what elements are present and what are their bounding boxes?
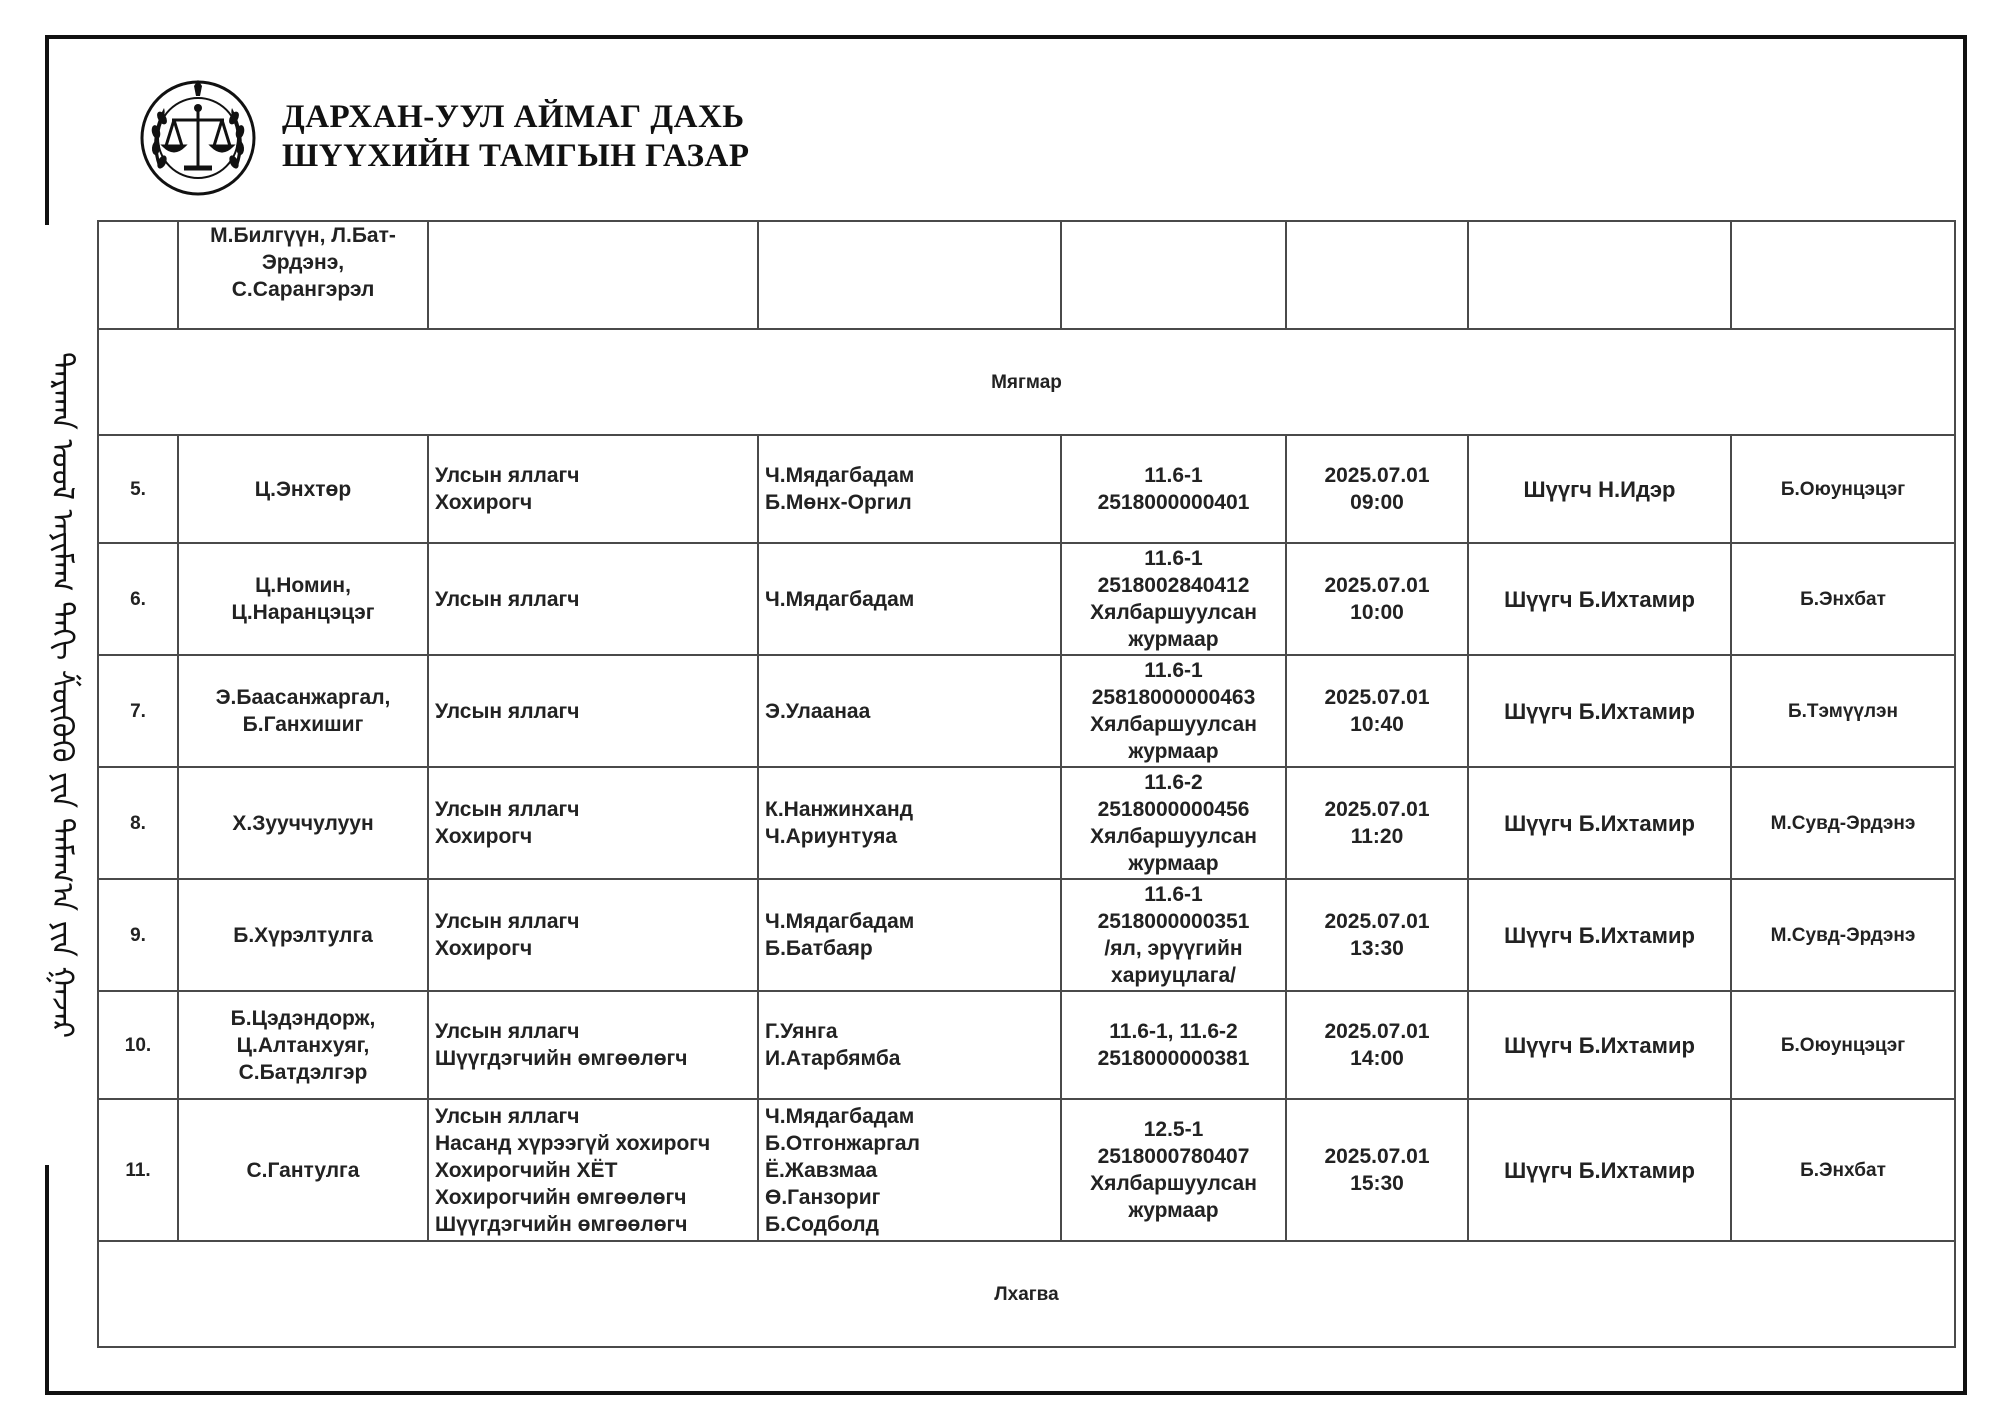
day-label: Мягмар [98, 329, 1955, 435]
cell-line: журмаар [1128, 628, 1219, 651]
cell-line: Э.Баасанжаргал, [215, 686, 391, 709]
cell-line: Ц.Наранцэцэг [231, 601, 375, 624]
cell-number: 6. [98, 543, 178, 655]
cell-line: Б.Ганхишиг [242, 713, 364, 736]
cell-defendant [178, 879, 428, 991]
cell-line: Шүүгдэгчийн өмгөөлөгч [435, 1047, 688, 1070]
table-row [98, 543, 1955, 655]
cell-line: Ц.Номин, [255, 574, 351, 597]
cell-judge: Шүүгч Б.Ихтамир [1468, 767, 1731, 879]
cell-line: 11.6-1 [1144, 464, 1203, 487]
day-header-row [98, 1241, 1955, 1347]
court-scales-emblem-icon [138, 78, 258, 198]
cell-line: Ч.Мядагбадам [765, 464, 915, 487]
cell-defendant [178, 767, 428, 879]
cell-line: Хялбаршуулсан [1090, 825, 1257, 848]
cell-line: Хохирогч [435, 491, 533, 514]
cell-line: С.Гантулга [246, 1158, 360, 1182]
cell-judge: Шүүгч Б.Ихтамир [1468, 543, 1731, 655]
cell-line: 13:30 [1350, 937, 1404, 960]
cell-line: журмаар [1128, 740, 1219, 763]
cell-line: Ч.Ариунтуяа [765, 825, 897, 848]
cell-line: Ё.Жавзмаа [765, 1158, 878, 1182]
cell-line: 2025.07.01 [1324, 910, 1430, 933]
cell-line: Х.Зууччулуун [232, 811, 374, 835]
cell-judge: Шүүгч Б.Ихтамир [1468, 879, 1731, 991]
cell-line: 11.6-1 [1144, 883, 1203, 906]
cell-line: 11.6-1 [1144, 659, 1203, 682]
cell-line: Ч.Мядагбадам [765, 910, 915, 933]
cell-line: Шүүгдэгчийн өмгөөлөгч [435, 1212, 688, 1236]
cell-empty [1061, 221, 1286, 329]
cell-participants [428, 655, 758, 767]
cell-line: 10:00 [1350, 601, 1404, 624]
cell-participant-names [758, 1099, 1061, 1241]
cell-datetime [1286, 435, 1468, 543]
cell-line: 14:00 [1350, 1047, 1404, 1070]
cell-participant-names [758, 655, 1061, 767]
cell-line: Г.Уянга [765, 1020, 838, 1043]
day-label: Лхагва [98, 1241, 1955, 1347]
cell-number: 7. [98, 655, 178, 767]
cell-datetime [1286, 1099, 1468, 1241]
cell-line: 2025.07.01 [1324, 1145, 1430, 1168]
cell-participants [428, 991, 758, 1099]
cell-datetime [1286, 879, 1468, 991]
cell-case [1061, 543, 1286, 655]
cell-line: 11.6-2 [1144, 771, 1203, 794]
cell-line: Ч.Мядагбадам [765, 1104, 915, 1128]
table-row [98, 655, 1955, 767]
cell-defendant [178, 991, 428, 1099]
cell-line: Хялбаршуулсан [1090, 713, 1257, 736]
cell-line: 11.6-1, 11.6-2 [1109, 1020, 1238, 1043]
cell-line: 2025.07.01 [1324, 798, 1430, 821]
cell-line: Улсын яллагч [435, 1104, 580, 1128]
cell-line: Хялбаршуулсан [1090, 601, 1257, 624]
cell-empty [1468, 221, 1731, 329]
cell-line: Б.Содболд [765, 1212, 879, 1236]
cell-line: Ч.Мядагбадам [765, 587, 915, 611]
cell-judge: Шүүгч Б.Ихтамир [1468, 991, 1731, 1099]
cell-number: 11. [98, 1099, 178, 1241]
schedule-body [98, 221, 1955, 1347]
cell-line: Улсын яллагч [435, 798, 580, 821]
cell-participant-names [758, 879, 1061, 991]
cell-number [98, 221, 178, 329]
table-row [98, 435, 1955, 543]
cell-empty [1731, 221, 1955, 329]
cell-empty [758, 221, 1061, 329]
cell-datetime [1286, 991, 1468, 1099]
cell-clerk: Б.Оюунцэцэг [1731, 991, 1955, 1099]
cell-clerk: М.Сувд-Эрдэнэ [1731, 767, 1955, 879]
cell-line: Улсын яллагч [435, 699, 580, 723]
cell-number: 9. [98, 879, 178, 991]
cell-defendant [178, 1099, 428, 1241]
cell-datetime [1286, 543, 1468, 655]
cell-line: хариуцлага/ [1111, 964, 1236, 987]
cell-participants [428, 1099, 758, 1241]
cell-line: М.Билгүүн, Л.Бат- [210, 224, 396, 247]
day-header-row [98, 329, 1955, 435]
side-text: ᠳᠠᠷᠬᠠᠨ ᠤᠤᠯ ᠠᠶᠢᠮᠠᠭ ᠳᠠᠬᠢ ᠱᠦᠭᠦᠬᠦ ᠶᠢᠨ ᠲᠠᠮᠠᠭ᠎ᠠ ᠶᠢᠨ ᠭᠠᠵᠠᠷ [44, 351, 80, 1039]
cell-line: Э.Улаанаа [765, 699, 871, 723]
cell-line: 09:00 [1350, 491, 1404, 514]
cell-judge: Шүүгч Н.Идэр [1468, 435, 1731, 543]
cell-defendant [178, 221, 428, 329]
cell-line: 15:30 [1350, 1172, 1404, 1195]
cell-line: Б.Хүрэлтулга [233, 923, 373, 947]
cell-case [1061, 767, 1286, 879]
cell-number: 5. [98, 435, 178, 543]
cell-line: Улсын яллагч [435, 910, 580, 933]
table-row [98, 1099, 1955, 1241]
cell-participants [428, 543, 758, 655]
cell-line: 11:20 [1350, 825, 1404, 848]
cell-line: 2025.07.01 [1324, 464, 1430, 487]
table-row [98, 991, 1955, 1099]
cell-clerk: М.Сувд-Эрдэнэ [1731, 879, 1955, 991]
cell-line: Насанд хүрээгүй хохирогч [435, 1131, 711, 1155]
cell-case [1061, 879, 1286, 991]
cell-line: С.Батдэлгэр [238, 1060, 368, 1084]
cell-line: 25818000000463 [1091, 686, 1256, 709]
cell-line: 2518000000456 [1097, 798, 1250, 821]
cell-participant-names [758, 767, 1061, 879]
cell-line: 10:40 [1350, 713, 1404, 736]
cell-clerk: Б.Оюунцэцэг [1731, 435, 1955, 543]
cell-case [1061, 991, 1286, 1099]
cell-line: Хялбаршуулсан [1090, 1172, 1257, 1195]
cell-line: Б.Мөнх-Оргил [765, 491, 912, 514]
cell-case [1061, 435, 1286, 543]
cell-line: 2518000000381 [1097, 1047, 1250, 1070]
cell-line: С.Сарангэрэл [231, 278, 375, 301]
cell-line: 2518000000351 [1097, 910, 1250, 933]
cell-line: 2025.07.01 [1324, 686, 1430, 709]
table-row [98, 879, 1955, 991]
cell-line: И.Атарбямба [765, 1047, 901, 1070]
cell-defendant [178, 543, 428, 655]
cell-line: Б.Батбаяр [765, 937, 873, 960]
cell-line: Ц.Энхтөр [254, 477, 352, 501]
cell-line: Хохирогч [435, 937, 533, 960]
cell-participants [428, 879, 758, 991]
cell-line: журмаар [1128, 1199, 1219, 1222]
cell-clerk: Б.Энхбат [1731, 1099, 1955, 1241]
cell-participant-names [758, 435, 1061, 543]
cell-clerk: Б.Тэмүүлэн [1731, 655, 1955, 767]
cell-number: 10. [98, 991, 178, 1099]
cell-line: Ц.Алтанхуяг, [236, 1033, 370, 1057]
cell-datetime [1286, 767, 1468, 879]
cell-participant-names [758, 543, 1061, 655]
cell-line: /ял, эрүүгийн [1104, 937, 1243, 960]
cell-line: Ө.Ганзориг [765, 1185, 881, 1209]
cell-line: журмаар [1128, 852, 1219, 875]
cell-participants [428, 435, 758, 543]
cell-line: Хохирогчийн ХЁТ [435, 1158, 618, 1182]
cell-line: 2025.07.01 [1324, 574, 1430, 597]
cell-line: Улсын яллагч [435, 587, 580, 611]
heading-line-2: ШҮҮХИЙН ТАМГЫН ГАЗАР [282, 138, 750, 174]
institution-heading [282, 98, 749, 176]
cell-participant-names [758, 991, 1061, 1099]
cell-case [1061, 655, 1286, 767]
cell-clerk: Б.Энхбат [1731, 543, 1955, 655]
cell-line: 11.6-1 [1144, 547, 1203, 570]
cell-datetime [1286, 655, 1468, 767]
cell-judge: Шүүгч Б.Ихтамир [1468, 655, 1731, 767]
cell-defendant [178, 435, 428, 543]
cell-empty [428, 221, 758, 329]
cell-judge: Шүүгч Б.Ихтамир [1468, 1099, 1731, 1241]
cell-defendant [178, 655, 428, 767]
cell-empty [1286, 221, 1468, 329]
cell-line: 2518000780407 [1097, 1145, 1250, 1168]
table-row [98, 767, 1955, 879]
cell-line: К.Нанжинханд [765, 798, 914, 821]
cell-line: Хохирогчийн өмгөөлөгч [435, 1185, 687, 1209]
table-row [98, 221, 1955, 329]
cell-line: Эрдэнэ, [261, 251, 345, 274]
cell-line: Улсын яллагч [435, 464, 580, 487]
cell-line: Хохирогч [435, 825, 533, 848]
mongolian-script-side-text [30, 225, 94, 1165]
cell-participants [428, 767, 758, 879]
cell-line: 2518000000401 [1097, 491, 1250, 514]
cell-line: 12.5-1 [1143, 1118, 1204, 1141]
cell-line: Улсын яллагч [435, 1020, 580, 1043]
cell-line: 2025.07.01 [1324, 1020, 1430, 1043]
heading-line-1: ДАРХАН-УУЛ АЙМАГ ДАХЬ [282, 99, 745, 135]
cell-line: Б.Отгонжаргал [765, 1131, 920, 1155]
cell-line: 2518002840412 [1097, 574, 1250, 597]
court-schedule-table [97, 220, 1956, 1348]
cell-case [1061, 1099, 1286, 1241]
cell-number: 8. [98, 767, 178, 879]
cell-line: Б.Цэдэндорж, [230, 1006, 376, 1030]
